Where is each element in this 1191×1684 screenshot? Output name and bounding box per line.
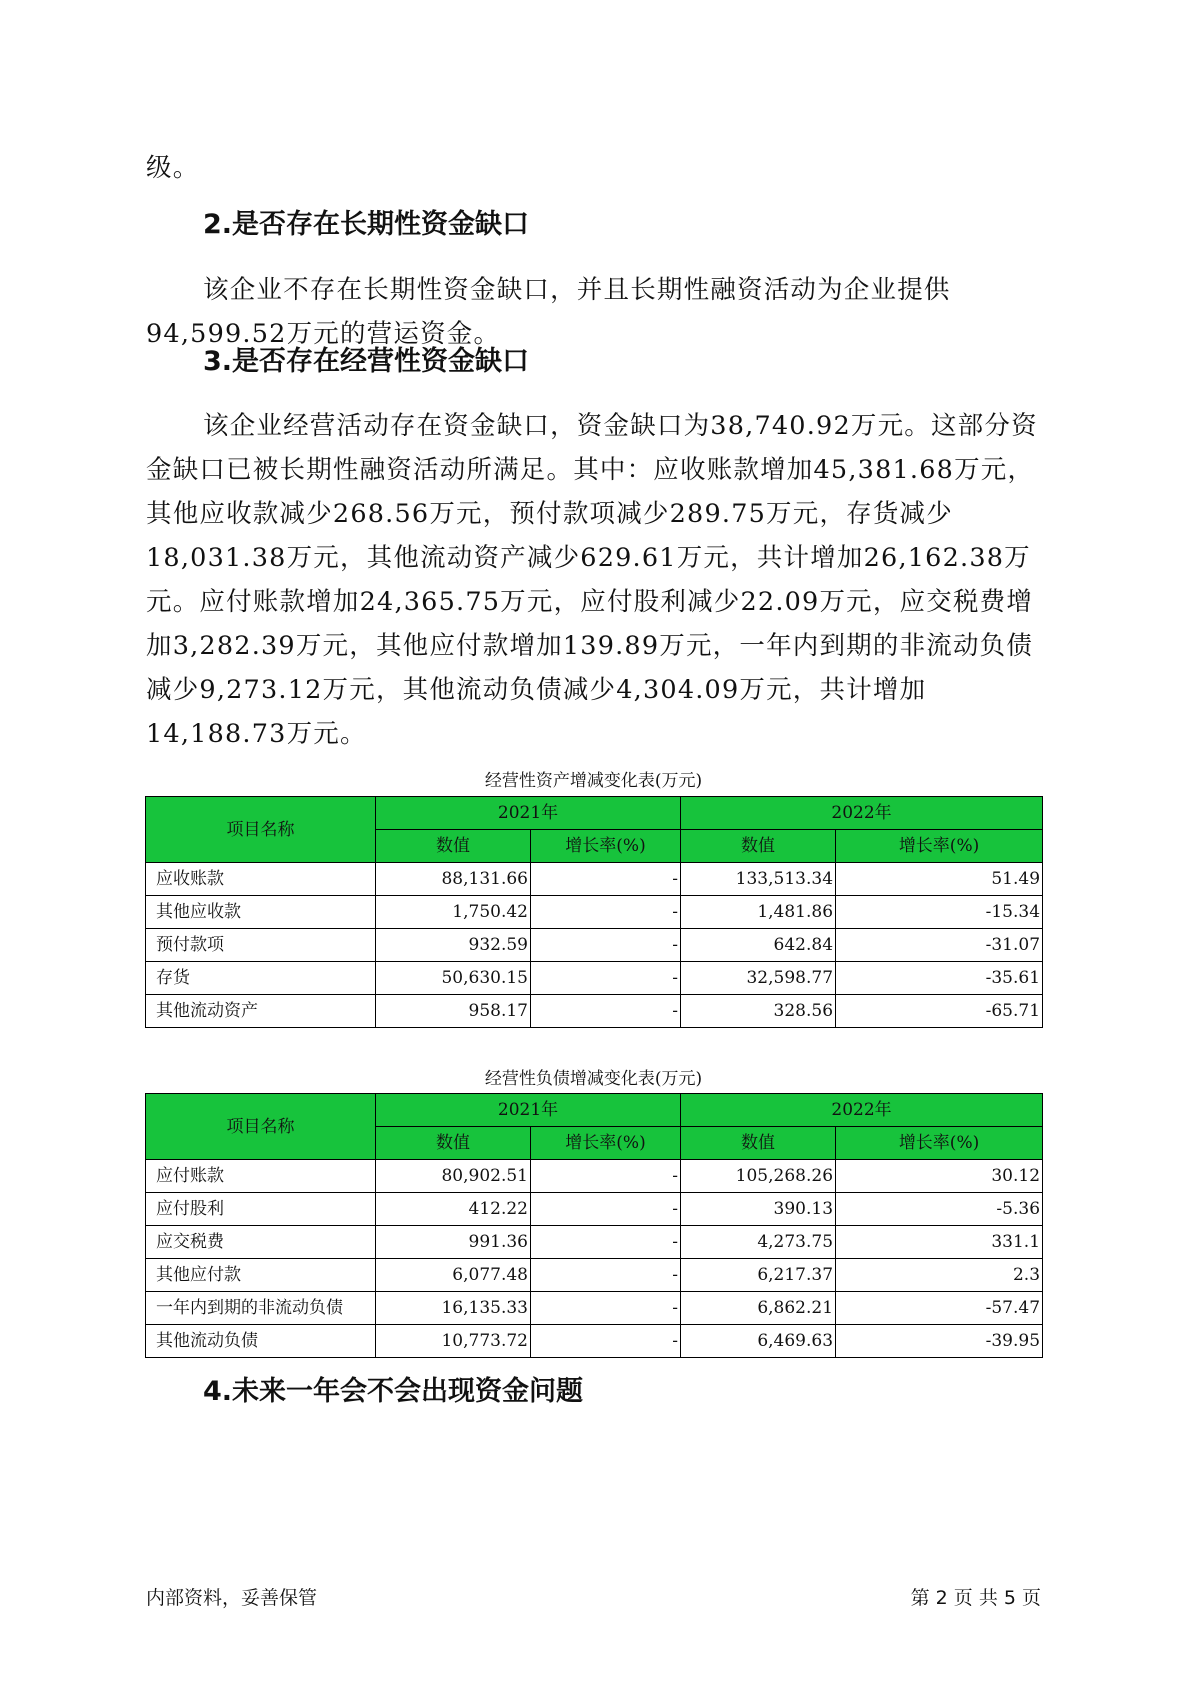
- row-item-name: 应交税费: [146, 1226, 376, 1259]
- table-row: [146, 896, 1043, 929]
- row-item-name: 其他应付款: [146, 1259, 376, 1292]
- paragraph-long-term-gap: 该企业不存在长期性资金缺口，并且长期性融资活动为企业提供94,599.52万元的营运资金。: [146, 275, 951, 349]
- row-rate-2022: -35.61: [836, 962, 1043, 995]
- row-rate-2021: -: [531, 929, 681, 962]
- header-value-2021: 数值: [376, 830, 531, 863]
- header-year-2021: 2021年: [376, 1094, 681, 1127]
- paragraph-continuation: 级。: [146, 153, 200, 183]
- table-row: [146, 1226, 1043, 1259]
- table-row: [146, 1193, 1043, 1226]
- row-rate-2022: -5.36: [836, 1193, 1043, 1226]
- row-value-2021: 991.36: [376, 1226, 531, 1259]
- row-rate-2021: -: [531, 995, 681, 1028]
- header-item-name: 项目名称: [146, 797, 376, 863]
- header-year-2022: 2022年: [681, 1094, 1043, 1127]
- row-rate-2021: -: [531, 863, 681, 896]
- row-rate-2021: -: [531, 962, 681, 995]
- table-row: [146, 863, 1043, 896]
- table-row: [146, 1292, 1043, 1325]
- table-row: [146, 1259, 1043, 1292]
- assets-table-caption: 经营性资产增减变化表(万元): [484, 771, 703, 791]
- row-value-2022: 1,481.86: [681, 896, 836, 929]
- header-rate-2021: 增长率(%): [531, 1127, 681, 1160]
- row-rate-2021: -: [531, 1259, 681, 1292]
- section-heading-2: 2.是否存在长期性资金缺口: [203, 209, 530, 240]
- row-value-2021: 88,131.66: [376, 863, 531, 896]
- row-value-2021: 958.17: [376, 995, 531, 1028]
- row-rate-2022: -31.07: [836, 929, 1043, 962]
- row-item-name: 其他流动负债: [146, 1325, 376, 1358]
- section-heading-3: 3.是否存在经营性资金缺口: [203, 346, 530, 377]
- row-value-2022: 328.56: [681, 995, 836, 1028]
- row-item-name: 其他流动资产: [146, 995, 376, 1028]
- header-rate-2022: 增长率(%): [836, 1127, 1043, 1160]
- row-value-2021: 50,630.15: [376, 962, 531, 995]
- paragraph-operating-gap: 该企业经营活动存在资金缺口，资金缺口为38,740.92万元。这部分资金缺口已被长期性融资活动所满足。其中：应收账款增加45,381.68万元，其他应收款减少268.56万元，预付款项减少289.75万元，存货减少18,031.38万元，其他流动资产减少629.61万元，共计增加26,162.38万元。应付账款增加24,365.75万元，应付股利减少22.09万元，应交税费增加3,282.39万元，其他应付款增加139.89万元，一年内到期的非流动负债减少9,273.12万元，其他流动负债减少4,304.09万元，共计增加14,188.73万元。: [146, 411, 1038, 749]
- row-value-2022: 105,268.26: [681, 1160, 836, 1193]
- row-value-2021: 80,902.51: [376, 1160, 531, 1193]
- row-value-2022: 133,513.34: [681, 863, 836, 896]
- row-item-name: 其他应收款: [146, 896, 376, 929]
- row-value-2022: 6,862.21: [681, 1292, 836, 1325]
- row-rate-2022: -57.47: [836, 1292, 1043, 1325]
- table-row: [146, 929, 1043, 962]
- row-rate-2021: -: [531, 1193, 681, 1226]
- liabilities-table-caption: 经营性负债增减变化表(万元): [484, 1069, 703, 1089]
- row-item-name: 应收账款: [146, 863, 376, 896]
- section-heading-4: 4.未来一年会不会出现资金问题: [203, 1376, 584, 1407]
- header-value-2021: 数值: [376, 1127, 531, 1160]
- row-value-2021: 412.22: [376, 1193, 531, 1226]
- liabilities-table: [145, 1093, 1043, 1358]
- row-value-2021: 10,773.72: [376, 1325, 531, 1358]
- table-row: [146, 1325, 1043, 1358]
- row-value-2022: 642.84: [681, 929, 836, 962]
- row-rate-2022: -15.34: [836, 896, 1043, 929]
- row-value-2022: 6,469.63: [681, 1325, 836, 1358]
- row-value-2022: 6,217.37: [681, 1259, 836, 1292]
- footer-confidential: 内部资料，妥善保管: [146, 1587, 318, 1609]
- header-value-2022: 数值: [681, 1127, 836, 1160]
- row-value-2021: 16,135.33: [376, 1292, 531, 1325]
- table-row: [146, 995, 1043, 1028]
- row-item-name: 一年内到期的非流动负债: [146, 1292, 376, 1325]
- row-rate-2022: -65.71: [836, 995, 1043, 1028]
- row-rate-2021: -: [531, 1325, 681, 1358]
- row-rate-2021: -: [531, 1160, 681, 1193]
- row-item-name: 应付股利: [146, 1193, 376, 1226]
- row-rate-2022: 51.49: [836, 863, 1043, 896]
- row-rate-2022: -39.95: [836, 1325, 1043, 1358]
- header-item-name: 项目名称: [146, 1094, 376, 1160]
- header-value-2022: 数值: [681, 830, 836, 863]
- row-value-2022: 4,273.75: [681, 1226, 836, 1259]
- table-row: [146, 1160, 1043, 1193]
- row-item-name: 存货: [146, 962, 376, 995]
- header-rate-2022: 增长率(%): [836, 830, 1043, 863]
- row-value-2021: 932.59: [376, 929, 531, 962]
- row-value-2021: 1,750.42: [376, 896, 531, 929]
- table-row: [146, 962, 1043, 995]
- row-value-2022: 32,598.77: [681, 962, 836, 995]
- header-year-2021: 2021年: [376, 797, 681, 830]
- header-rate-2021: 增长率(%): [531, 830, 681, 863]
- row-value-2022: 390.13: [681, 1193, 836, 1226]
- row-rate-2021: -: [531, 1292, 681, 1325]
- row-value-2021: 6,077.48: [376, 1259, 531, 1292]
- row-item-name: 应付账款: [146, 1160, 376, 1193]
- row-rate-2021: -: [531, 1226, 681, 1259]
- row-rate-2022: 2.3: [836, 1259, 1043, 1292]
- header-year-2022: 2022年: [681, 797, 1043, 830]
- row-item-name: 预付款项: [146, 929, 376, 962]
- footer-page-number: 第 2 页 共 5 页: [910, 1587, 1041, 1609]
- row-rate-2022: 331.1: [836, 1226, 1043, 1259]
- assets-table: [145, 796, 1043, 1028]
- row-rate-2021: -: [531, 896, 681, 929]
- row-rate-2022: 30.12: [836, 1160, 1043, 1193]
